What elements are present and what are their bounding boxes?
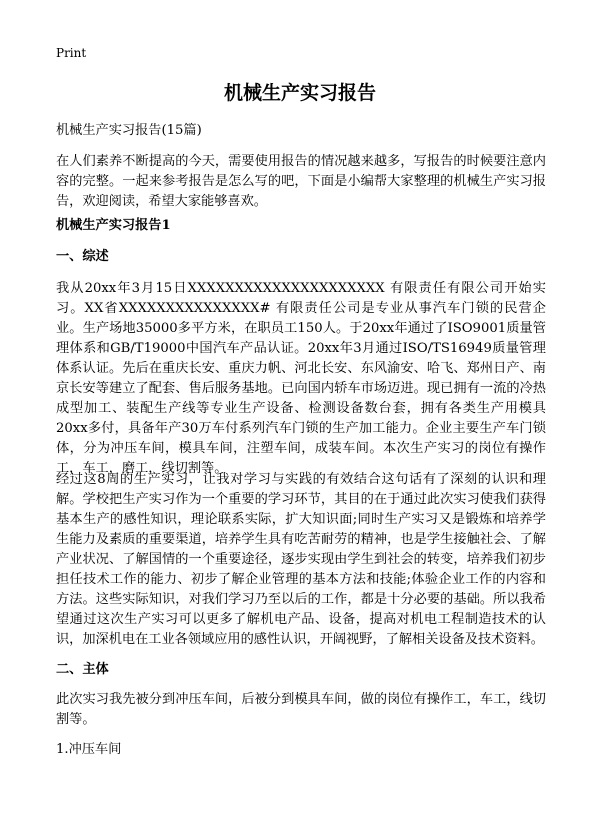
paragraph-overview: 我从20xx年3月15日XXXXXXXXXXXXXXXXXXXXX 有限责任有限公司开始实习。XX省XXXXXXXXXXXXXXX# 有限责任公司是专业从事汽车门锁的民营企业。生产场地35000多平方米，在职员工150人。于20xx年通过了ISO9001质量管理体系和GB/T19000中国汽车产品认证。20xx年3月通过ISO/TS16949质量管理体系认证。先后在重庆长安、重庆力帆、河北长安、东风渝安、哈飞、郑州日产、南京长安等建立了配套、售后服务基地。已向国内轿车市场迈进。现已拥有一流的冷热成型加工、装配生产线等专业生产设备、检测设备数台套，拥有各类生产用模具20xx多付，具备年产30万车付系列汽车门锁的生产加工能力。企业主要生产车门锁体，分为冲压车间，模具车间，注塑车间，成装车间。本次生产实习的岗位有操作工，车工，磨工，线切割等。 xyxy=(56,281,546,476)
list-item-stamping: 1.冲压车间 xyxy=(56,742,122,757)
paragraph-assignment: 此次实习我先被分到冲压车间，后被分到模具车间，做的岗位有操作工，车工，线切割等。 xyxy=(56,692,546,727)
intro-paragraph: 在人们素养不断提高的今天，需要使用报告的情况越来越多，写报告的时候要注意内容的完整。一起来参考报告是怎么写的吧，下面是小编帮大家整理的机械生产实习报告，欢迎阅读，希望大家能够喜欢。 xyxy=(56,154,546,209)
document-subtitle: 机械生产实习报告(15篇) xyxy=(56,123,202,138)
section-heading-main: 二、主体 xyxy=(56,662,109,677)
paragraph-reflection: 经过这8周的生产实习，让我对学习与实践的有效结合这句话有了深刻的认识和理解。学校把生产实习作为一个重要的学习环节，其目的在于通过此次实习使我们获得基本生产的感性知识，理论联系实际，扩大知识面;同时生产实习又是锻炼和培养学生能力及素质的重要渠道，培养学生具有吃苦耐劳的精神，也是学生接触社会、了解产业状况、了解国情的一个重要途径，逐步实现由学生到社会的转变，培养我们初步担任技术工作的能力、初步了解企业管理的基本方法和技能;体验企业工作的内容和方法。这些实际知识，对我们学习乃至以后的工作，都是十分必要的基础。所以我希望通过这次生产实习可以更多了解机电产品、设备，提高对机电工程制造技术的认识，加深机电在工业各领域应用的感性认识，开阔视野，了解相关设备及技术资料。 xyxy=(56,472,546,647)
print-label: Print xyxy=(56,46,87,60)
document-title: 机械生产实习报告 xyxy=(223,82,376,104)
report-heading: 机械生产实习报告1 xyxy=(56,218,171,233)
section-heading-overview: 一、综述 xyxy=(56,249,109,264)
